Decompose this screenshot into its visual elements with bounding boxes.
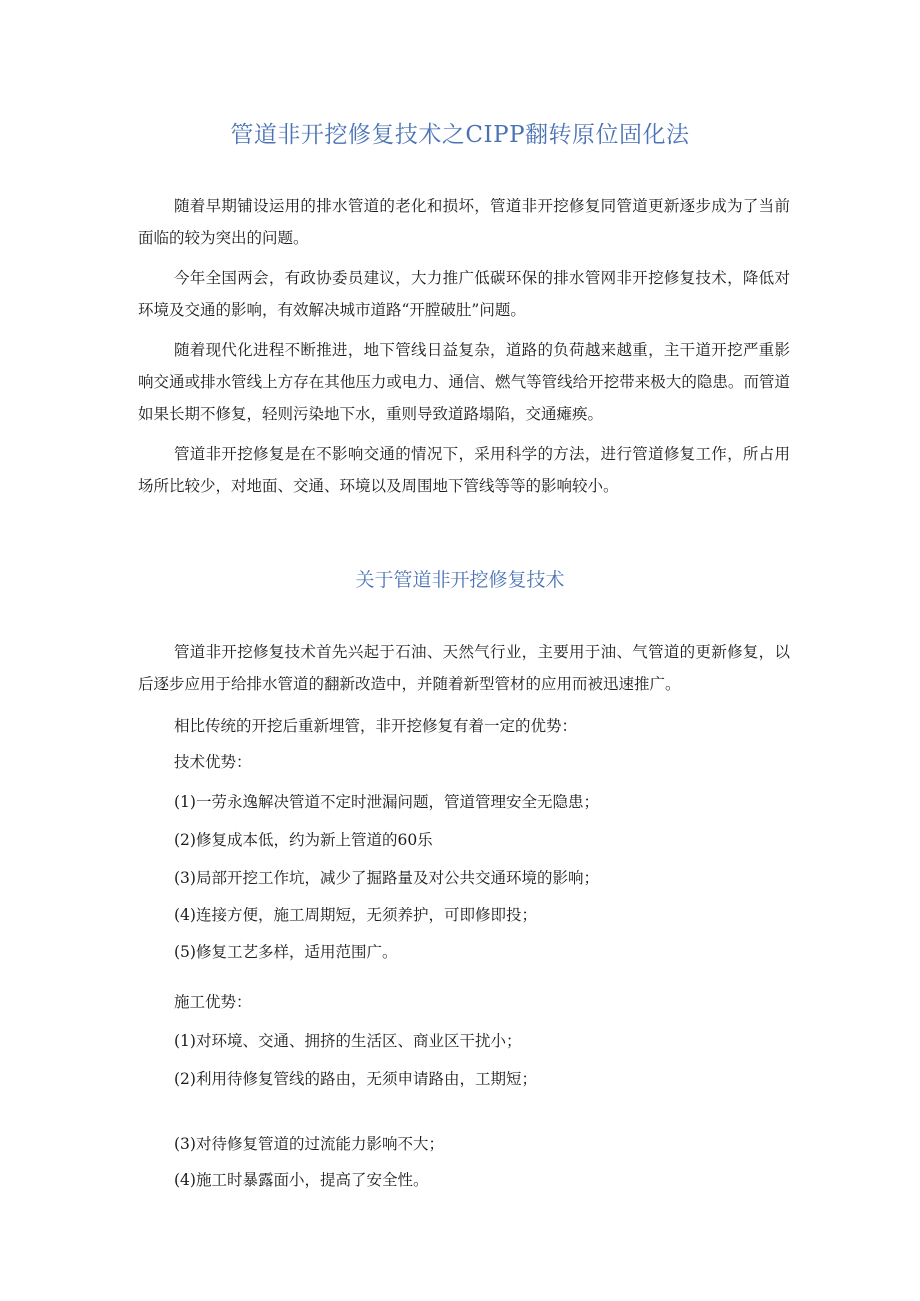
tech-advantage-item: (1)一劳永逸解决管道不定时泄漏问题，管道管理安全无隐患； bbox=[174, 793, 599, 811]
intro-paragraph-2: 今年全国两会，有政协委员建议，大力推广低碳环保的排水管网非开挖修复技术，降低对环境及交通的影响，有效解决城市道路“开膛破肚”问题。 bbox=[138, 269, 790, 319]
construction-advantage-item: (1)对环境、交通、拥挤的生活区、商业区干扰小； bbox=[174, 1032, 522, 1050]
tech-advantage-item: (3)局部开挖工作坑，减少了掘路量及对公共交通环境的影响； bbox=[174, 869, 599, 887]
intro-paragraph-3: 随着现代化进程不断推进，地下管线日益复杂，道路的负荷越来越重，主干道开挖严重影响交通或排水管线上方存在其他压力或电力、通信、燃气等管线给开挖带来极大的隐患。而管道如果长期不修复，轻则污染地下水，重则导致道路塌陷，交通瘫痪。 bbox=[138, 341, 790, 423]
intro-paragraph-1: 随着早期铺设运用的排水管道的老化和损坏，管道非开挖修复同管道更新逐步成为了当前面临的较为突出的问题。 bbox=[138, 197, 790, 247]
tech-advantage-item: (4)连接方便，施工周期短，无须养护，可即修即投； bbox=[174, 906, 537, 924]
section-heading: 关于管道非开挖修复技术 bbox=[355, 569, 565, 591]
construction-advantage-item: (3)对待修复管道的过流能力影响不大； bbox=[174, 1135, 444, 1153]
construction-advantage-item: (2)利用待修复管线的路由，无须申请路由，工期短； bbox=[174, 1070, 537, 1088]
tech-advantages-heading: 技术优势： bbox=[174, 753, 252, 771]
tech-advantage-item: (2)修复成本低，约为新上管道的60乐 bbox=[174, 831, 433, 849]
construction-advantages-heading: 施工优势： bbox=[174, 993, 252, 1011]
intro-paragraph-4: 管道非开挖修复是在不影响交通的情况下，采用科学的方法，进行管道修复工作，所占用场所比较少，对地面、交通、环境以及周围地下管线等等的影响较小。 bbox=[138, 445, 790, 495]
section-paragraph-1: 管道非开挖修复技术首先兴起于石油、天然气行业，主要用于油、气管道的更新修复，以后逐步应用于给排水管道的翻新改造中，并随着新型管材的应用而被迅速推广。 bbox=[138, 643, 790, 693]
document-title: 管道非开挖修复技术之CIPP翻转原位固化法 bbox=[230, 122, 690, 148]
tech-advantage-item: (5)修复工艺多样，适用范围广。 bbox=[174, 943, 398, 961]
section-lead: 相比传统的开挖后重新埋管，非开挖修复有着一定的优势： bbox=[174, 717, 578, 735]
construction-advantage-item: (4)施工时暴露面小，提高了安全性。 bbox=[174, 1171, 429, 1189]
